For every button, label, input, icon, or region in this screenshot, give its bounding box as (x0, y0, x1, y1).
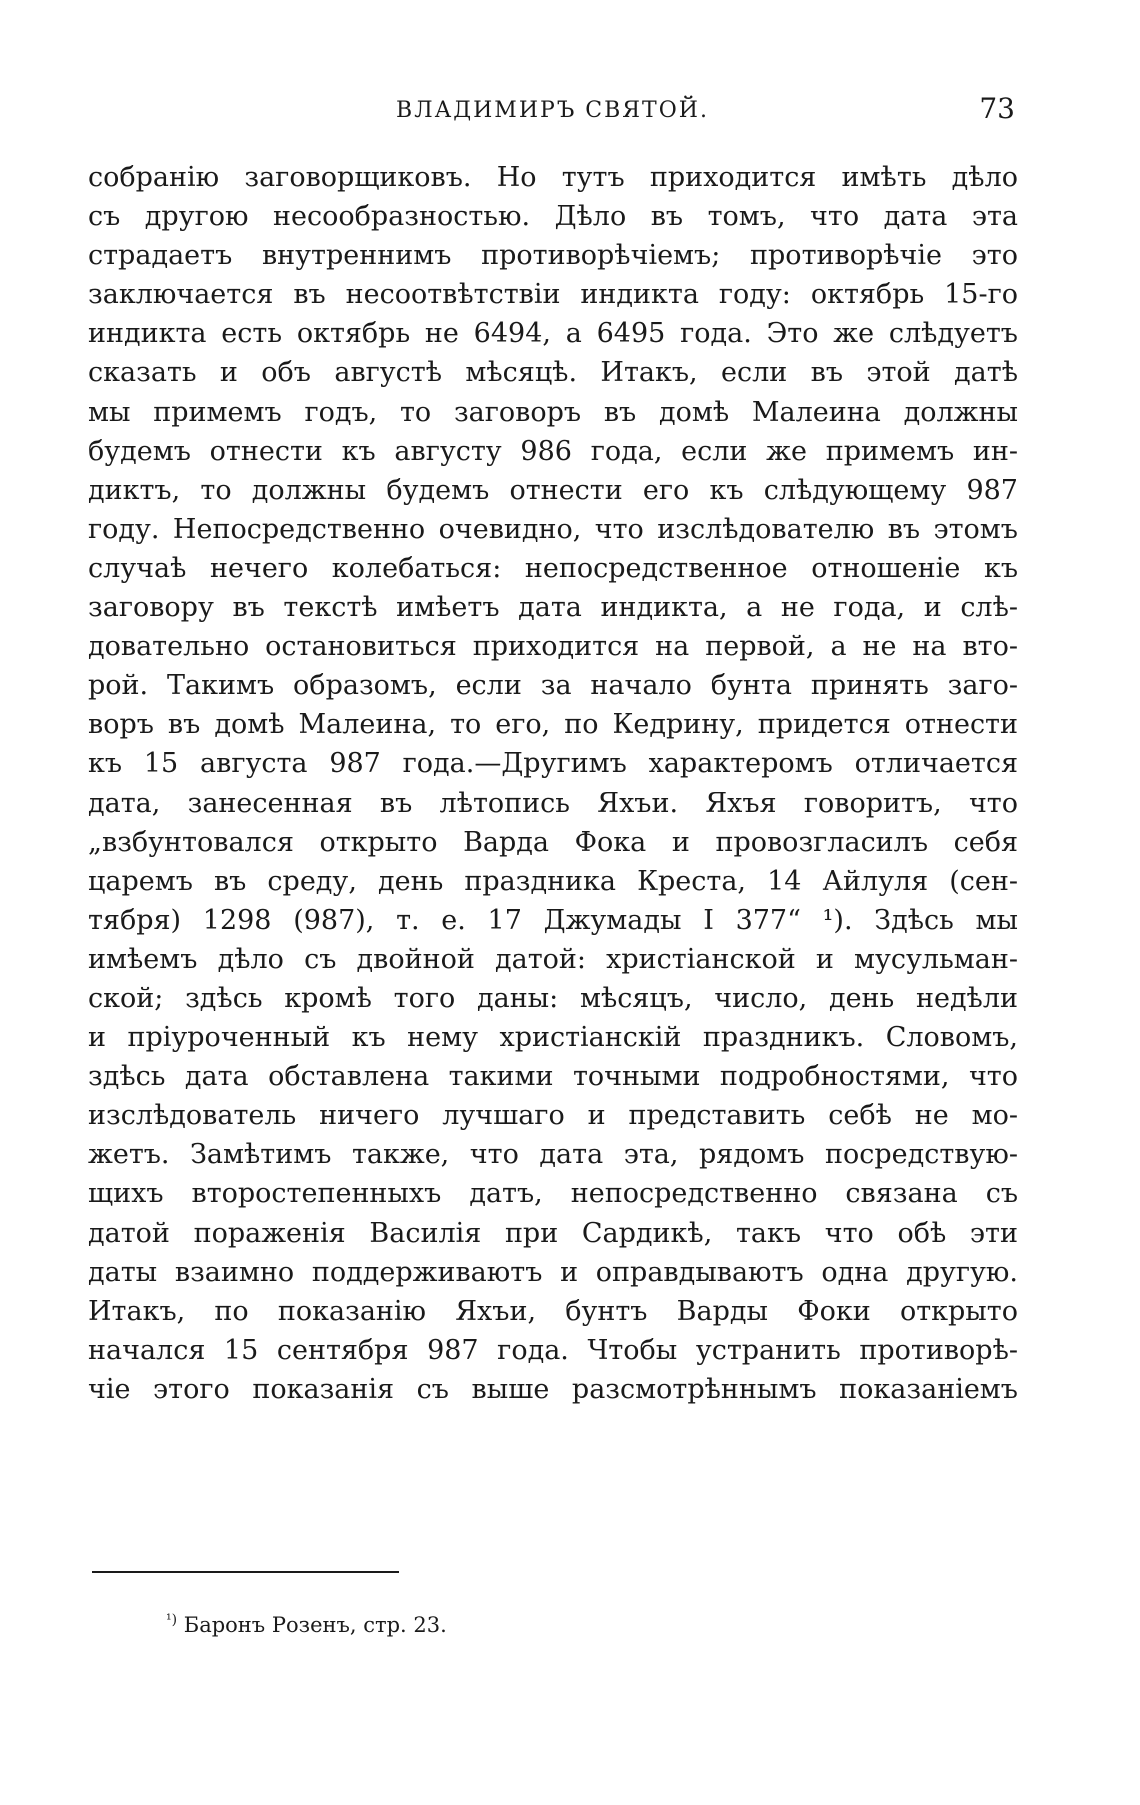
text-line: начался 15 сентября 987 года. Чтобы устранить противорѣ- (88, 1334, 1018, 1366)
text-line: тября) 1298 (987), т. е. 17 Джумады I 377“ ¹). Здѣсь мы (88, 904, 1018, 936)
text-line: индикта есть октябрь не 6494, а 6495 года. Это же слѣдуетъ (88, 318, 1018, 350)
text-line: жетъ. Замѣтимъ также, что дата эта, рядомъ посредствую- (88, 1139, 1018, 1171)
text-line: съ другою несообразностью. Дѣло въ томъ, что дата эта (88, 201, 1018, 233)
running-title: ВЛАДИМИРЪ СВЯТОЙ. (396, 98, 709, 123)
text-line: рой. Такимъ образомъ, если за начало бунта принять заго- (88, 670, 1018, 702)
text-line: имѣемъ дѣло съ двойной датой: христіанской и мусульман- (88, 943, 1018, 975)
text-line: страдаетъ внутреннимъ противорѣчіемъ; противорѣчіе это (88, 240, 1018, 272)
text-line: случаѣ нечего колебаться: непосредственное отношеніе къ (88, 552, 1018, 584)
text-line: будемъ отнести къ августу 986 года, если же примемъ ин- (88, 435, 1018, 467)
text-line: году. Непосредственно очевидно, что изслѣдователю въ этомъ (88, 513, 1018, 545)
text-line: царемъ въ среду, день праздника Креста, 14 Айлуля (сен- (88, 865, 1018, 897)
text-line: ской; здѣсь кромѣ того даны: мѣсяцъ, число, день недѣли (88, 982, 1018, 1014)
text-line: и пріуроченный къ нему христіанскій праздникъ. Словомъ, (88, 1022, 1018, 1054)
text-line: сказать и объ августѣ мѣсяцѣ. Итакъ, если въ этой датѣ (88, 357, 1018, 389)
text-line: заключается въ несоотвѣтствіи индикта году: октябрь 15-го (88, 279, 1018, 311)
footnote-mark: ¹) (166, 1612, 178, 1628)
text-line: довательно остановиться приходится на первой, а не на вто- (88, 631, 1018, 663)
text-line: даты взаимно поддерживаютъ и оправдываютъ одна другую. (88, 1256, 1018, 1288)
text-line: диктъ, то должны будемъ отнести его къ слѣдующему 987 (88, 474, 1018, 506)
text-line: собранію заговорщиковъ. Но тутъ приходится имѣть дѣло (88, 162, 1018, 193)
text-line: датой пораженія Василія при Сардикѣ, такъ что обѣ эти (88, 1217, 1018, 1249)
text-line: здѣсь дата обставлена такими точными подробностями, что (88, 1061, 1018, 1093)
text-line: чіе этого показанія съ выше разсмотрѣннымъ показаніемъ (88, 1373, 1018, 1405)
text-line: щихъ второстепенныхъ датъ, непосредственно связана съ (88, 1178, 1018, 1210)
footnote-text: Баронъ Розенъ, стр. 23. (183, 1613, 447, 1637)
text-line: „взбунтовался открыто Варда Фока и провозгласилъ себя (88, 826, 1018, 858)
text-line: дата, занесенная въ лѣтопись Яхъи. Яхъя говоритъ, что (88, 787, 1018, 819)
text-line: Итакъ, по показанію Яхъи, бунтъ Варды Фоки открыто (88, 1295, 1018, 1327)
text-line: къ 15 августа 987 года.—Другимъ характеромъ отличается (88, 748, 1018, 780)
page-number: 73 (979, 92, 1015, 125)
text-line: изслѣдователь ничего лучшаго и представить себѣ не мо- (88, 1100, 1018, 1132)
text-line: воръ въ домѣ Малеина, то его, по Кедрину, придется отнести (88, 709, 1018, 741)
footnote-rule (92, 1571, 399, 1573)
footnote (166, 1612, 447, 1637)
running-head (90, 92, 1015, 132)
body-text (88, 158, 1018, 1409)
text-line: заговору въ текстѣ имѣетъ дата индикта, а не года, и слѣ- (88, 592, 1018, 624)
text-line: мы примемъ годъ, то заговоръ въ домѣ Малеина должны (88, 396, 1018, 428)
